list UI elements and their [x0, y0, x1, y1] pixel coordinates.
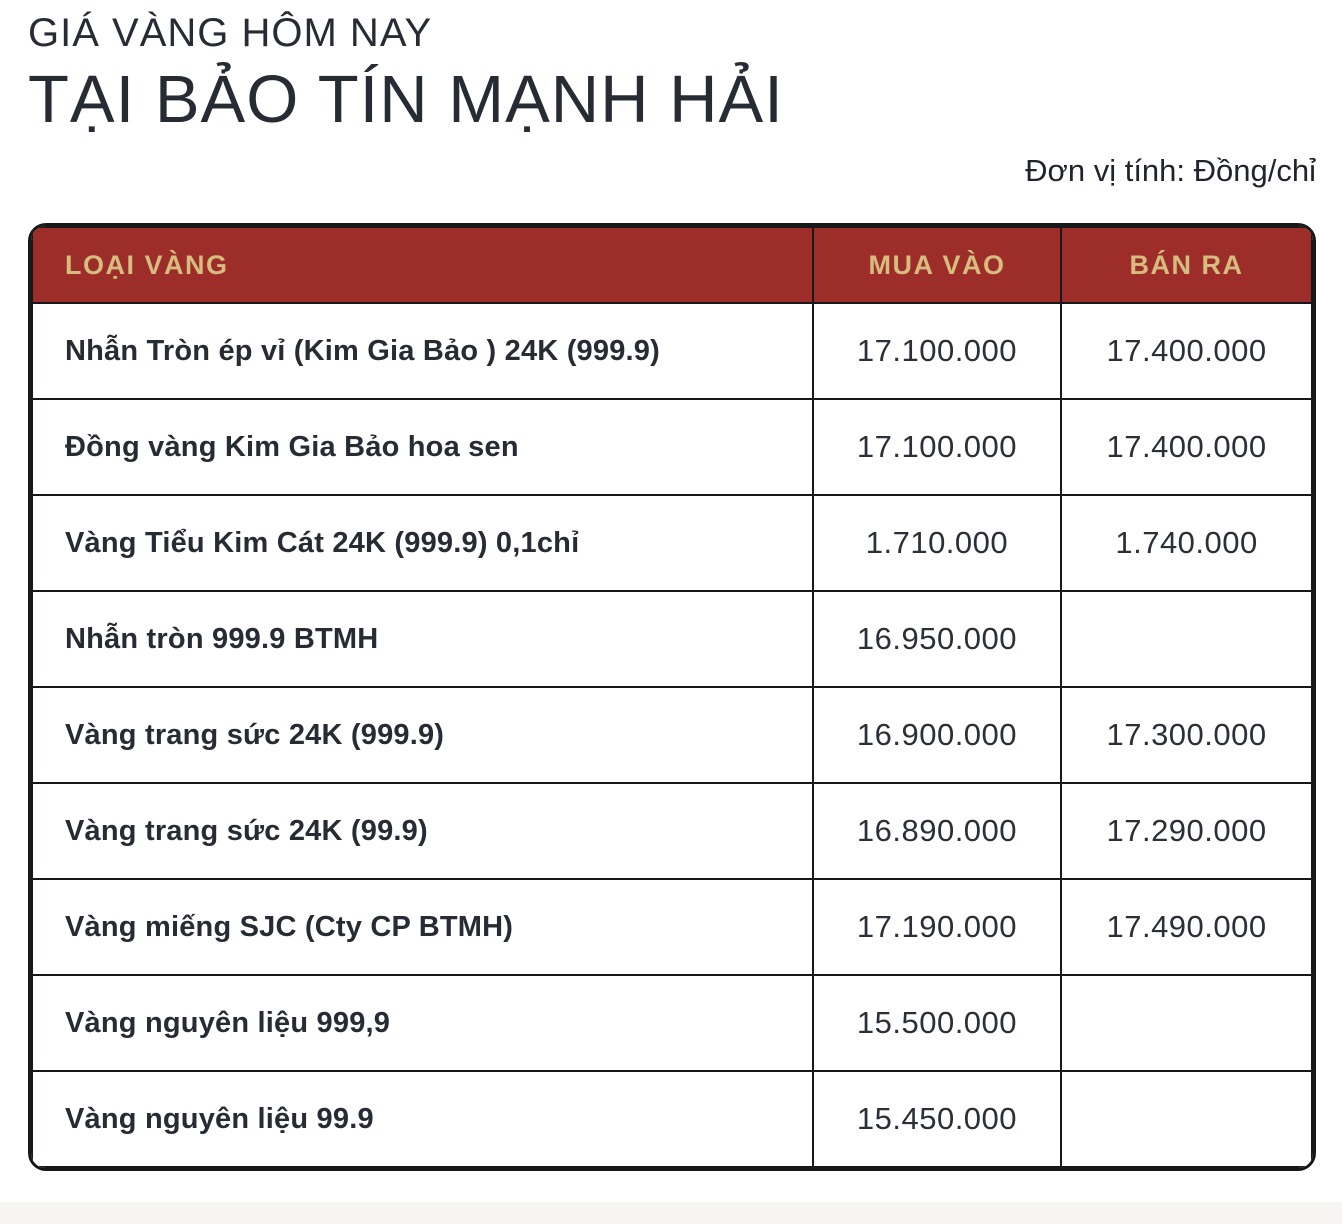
gold-type-cell: Vàng nguyên liệu 999,9 — [32, 975, 813, 1071]
table-row — [32, 879, 1312, 975]
sell-price-cell — [1061, 975, 1312, 1071]
table-row — [32, 687, 1312, 783]
buy-price-cell: 17.100.000 — [813, 399, 1061, 495]
unit-note: Đơn vị tính: Đồng/chỉ — [1025, 153, 1316, 189]
buy-price-cell: 16.890.000 — [813, 783, 1061, 879]
column-header-buy: MUA VÀO — [813, 227, 1061, 303]
page-kicker: GIÁ VÀNG HÔM NAY — [28, 11, 433, 55]
gold-type-cell: Vàng trang sức 24K (999.9) — [32, 687, 813, 783]
gold-type-cell: Nhẫn tròn 999.9 BTMH — [32, 591, 813, 687]
table-row — [32, 591, 1312, 687]
buy-price-cell: 17.100.000 — [813, 303, 1061, 399]
sell-price-cell: 17.290.000 — [1061, 783, 1312, 879]
buy-price-cell: 16.950.000 — [813, 591, 1061, 687]
gold-type-cell: Vàng Tiểu Kim Cát 24K (999.9) 0,1chỉ — [32, 495, 813, 591]
table-row — [32, 303, 1312, 399]
page-title: TẠI BẢO TÍN MẠNH HẢI — [28, 62, 784, 137]
buy-price-cell: 1.710.000 — [813, 495, 1061, 591]
buy-price-cell: 15.450.000 — [813, 1071, 1061, 1167]
sell-price-cell — [1061, 1071, 1312, 1167]
sell-price-cell: 17.400.000 — [1061, 303, 1312, 399]
buy-price-cell: 15.500.000 — [813, 975, 1061, 1071]
table-row — [32, 975, 1312, 1071]
table-row — [32, 495, 1312, 591]
gold-type-cell: Vàng trang sức 24K (99.9) — [32, 783, 813, 879]
table-row — [32, 783, 1312, 879]
sell-price-cell: 17.400.000 — [1061, 399, 1312, 495]
sell-price-cell: 1.740.000 — [1061, 495, 1312, 591]
column-header-gold-type: LOẠI VÀNG — [32, 227, 813, 303]
gold-type-cell: Đồng vàng Kim Gia Bảo hoa sen — [32, 399, 813, 495]
buy-price-cell: 16.900.000 — [813, 687, 1061, 783]
gold-type-cell: Vàng nguyên liệu 99.9 — [32, 1071, 813, 1167]
gold-type-cell: Vàng miếng SJC (Cty CP BTMH) — [32, 879, 813, 975]
table-row — [32, 1071, 1312, 1167]
sell-price-cell: 17.490.000 — [1061, 879, 1312, 975]
footer-strip — [0, 1202, 1342, 1224]
buy-price-cell: 17.190.000 — [813, 879, 1061, 975]
column-header-sell: BÁN RA — [1061, 227, 1312, 303]
gold-price-table — [31, 226, 1313, 1168]
gold-price-table-container — [28, 223, 1316, 1171]
table-row — [32, 399, 1312, 495]
sell-price-cell: 17.300.000 — [1061, 687, 1312, 783]
table-header-row — [32, 227, 1312, 303]
sell-price-cell — [1061, 591, 1312, 687]
gold-type-cell: Nhẫn Tròn ép vỉ (Kim Gia Bảo ) 24K (999.9) — [32, 303, 813, 399]
